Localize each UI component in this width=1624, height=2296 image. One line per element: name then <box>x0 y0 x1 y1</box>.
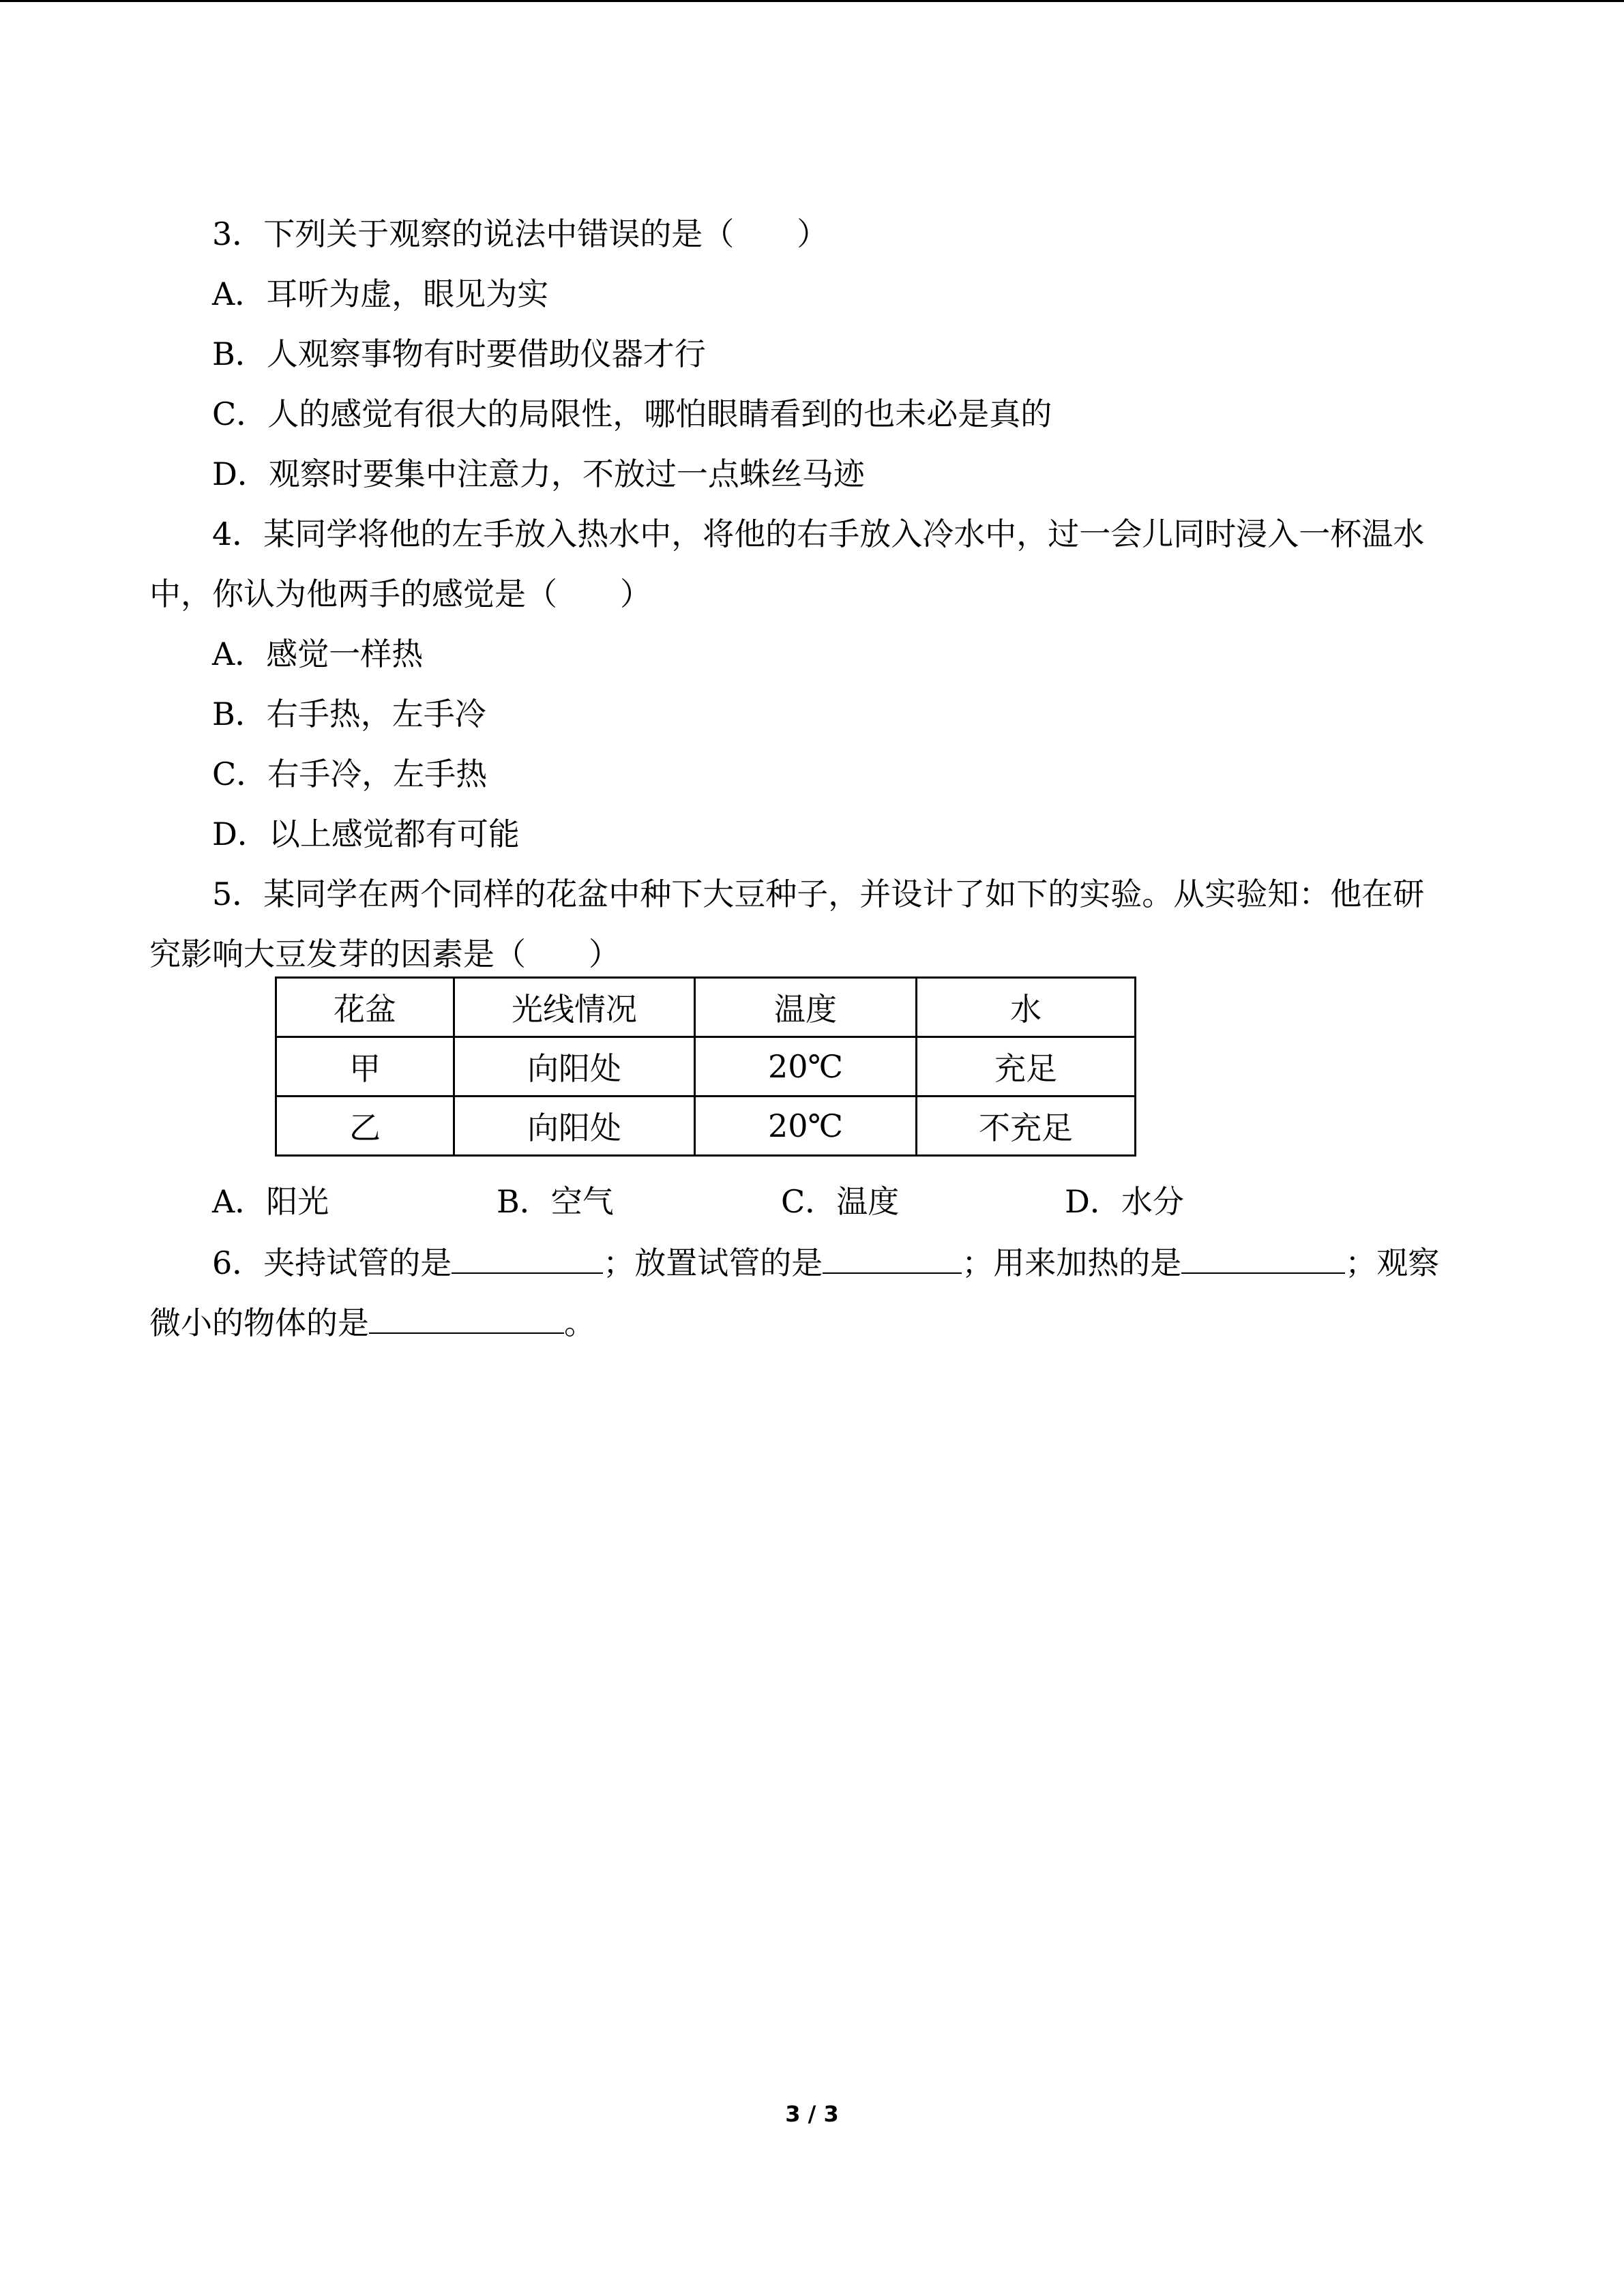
q6-text-1: 6．夹持试管的是 <box>212 1244 452 1281</box>
q4-stem-line2: 中，你认为他两手的感觉是（ ） <box>149 576 651 612</box>
q6-blank-placer[interactable] <box>823 1241 962 1274</box>
q6-line2 <box>149 1301 595 1343</box>
page-number: 3 / 3 <box>785 2101 839 2127</box>
table-cell: 向阳处 <box>454 1037 695 1097</box>
q4-stem-line1: 4．某同学将他的左手放入热水中，将他的右手放入冷水中，过一会儿同时浸入一杯温水 <box>212 516 1425 552</box>
table-cell: 甲 <box>276 1037 454 1097</box>
table-header-row <box>276 978 1136 1037</box>
table-row <box>276 1037 1136 1097</box>
table-cell: 20℃ <box>695 1097 917 1156</box>
q6-blank-holder[interactable] <box>452 1241 603 1274</box>
q6-text-3: ；用来加热的是 <box>962 1244 1182 1281</box>
q6-blank-observer[interactable] <box>369 1301 564 1334</box>
table-header-cell: 光线情况 <box>454 978 695 1037</box>
q4-option-c: C．右手冷，左手热 <box>212 756 488 792</box>
q4-option-b: B．右手热，左手冷 <box>212 696 486 732</box>
q5-option-d: D．水分 <box>1065 1183 1184 1220</box>
q5-option-b: B．空气 <box>497 1183 614 1220</box>
table-cell: 充足 <box>917 1037 1136 1097</box>
q3-option-d: D．观察时要集中注意力，不放过一点蛛丝马迹 <box>212 456 865 492</box>
q3-option-a: A．耳听为虚，眼见为实 <box>212 275 549 312</box>
table-cell: 向阳处 <box>454 1097 695 1156</box>
q3-option-c: C．人的感觉有很大的局限性，哪怕眼睛看到的也未必是真的 <box>212 396 1052 432</box>
q6-blank-heater[interactable] <box>1181 1241 1345 1274</box>
q4-option-d: D．以上感觉都有可能 <box>212 816 520 852</box>
table-cell: 20℃ <box>695 1037 917 1097</box>
table-row <box>276 1097 1136 1156</box>
q5-stem-line2: 究影响大豆发芽的因素是（ ） <box>149 936 620 972</box>
q4-option-a: A．感觉一样热 <box>212 636 424 672</box>
q5-option-c: C．温度 <box>781 1183 900 1220</box>
table-header-cell: 花盆 <box>276 978 454 1037</box>
table-header-cell: 温度 <box>695 978 917 1037</box>
q6-text-4: ；观察 <box>1345 1244 1440 1281</box>
experiment-table <box>275 976 1136 1157</box>
q3-stem: 3．下列关于观察的说法中错误的是（ ） <box>212 215 829 252</box>
q3-option-b: B．人观察事物有时要借助仪器才行 <box>212 336 706 372</box>
top-border <box>0 0 1624 2</box>
q6-line1 <box>212 1241 1439 1283</box>
table-cell: 不充足 <box>917 1097 1136 1156</box>
table-cell: 乙 <box>276 1097 454 1156</box>
q5-option-a: A．阳光 <box>212 1183 329 1220</box>
table-header-cell: 水 <box>917 978 1136 1037</box>
q6-text-2: ；放置试管的是 <box>603 1244 823 1281</box>
q6-text-5: 微小的物体的是 <box>149 1304 369 1341</box>
q6-text-6: 。 <box>564 1304 595 1341</box>
q5-stem-line1: 5．某同学在两个同样的花盆中种下大豆种子，并设计了如下的实验。从实验知：他在研 <box>212 876 1425 912</box>
